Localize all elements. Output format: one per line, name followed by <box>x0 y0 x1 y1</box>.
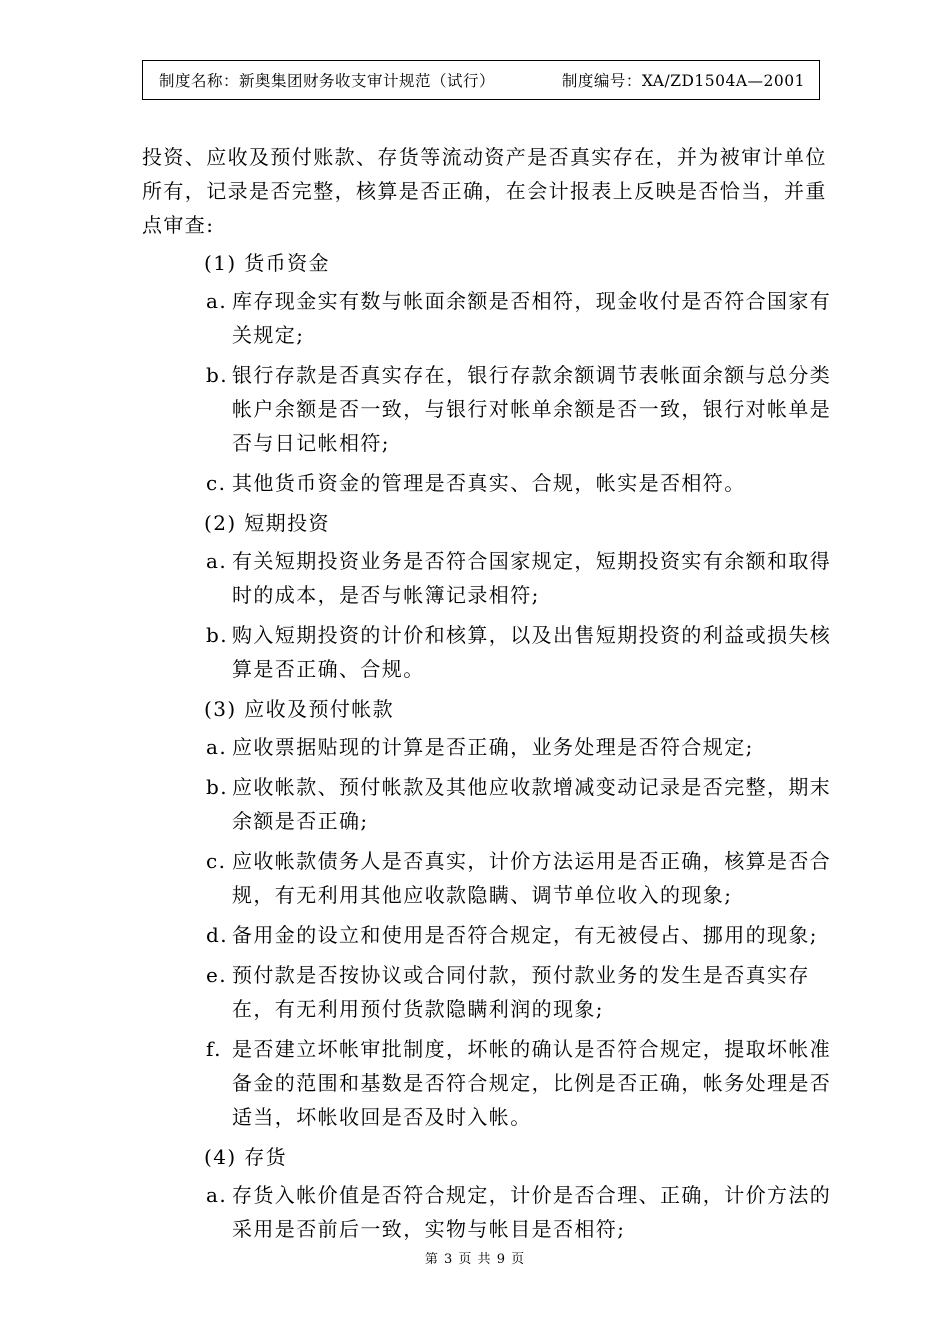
item-label: a. <box>206 1183 228 1207</box>
list-item <box>206 844 832 912</box>
list-item <box>206 1178 832 1246</box>
item-text: 备用金的设立和使用是否符合规定，有无被侵占、挪用的现象; <box>232 923 818 947</box>
document-header <box>142 60 820 100</box>
item-label: a. <box>206 289 228 313</box>
list-item <box>206 958 832 1026</box>
item-label: c. <box>206 849 227 873</box>
item-text: 其他货币资金的管理是否真实、合规，帐实是否相符。 <box>232 471 746 495</box>
item-text: 购入短期投资的计价和核算，以及出售短期投资的利益或损失核算是否正确、合规。 <box>232 623 832 681</box>
section-title-short-term-investment: (2) 短期投资 <box>204 511 330 535</box>
intro-paragraph: 投资、应收及预付账款、存货等流动资产是否真实存在，并为被审计单位所有，记录是否完整，核算是否正确，在会计报表上反映是否恰当，并重点审查: <box>142 145 827 237</box>
list-item <box>206 770 832 838</box>
list-item <box>206 918 832 952</box>
item-text: 是否建立坏帐审批制度，坏帐的确认是否符合规定，提取坏帐准备金的范围和基数是否符合规定，比例是否正确，帐务处理是否适当，坏帐收回是否及时入帐。 <box>232 1037 832 1129</box>
list-item <box>206 1032 832 1134</box>
document-body <box>142 140 832 1252</box>
item-label: a. <box>206 735 228 759</box>
section-title-cash: (1) 货币资金 <box>204 251 330 275</box>
item-text: 预付款是否按协议或合同付款，预付款业务的发生是否真实存在，有无利用预付货款隐瞒利润的现象; <box>232 963 810 1021</box>
section-title-receivables: (3) 应收及预付帐款 <box>204 697 395 721</box>
system-name: 制度名称：新奥集团财务收支审计规范（试行） <box>159 72 496 90</box>
list-item <box>206 730 832 764</box>
item-label: f. <box>206 1037 222 1061</box>
item-text: 应收票据贴现的计算是否正确，业务处理是否符合规定; <box>232 735 754 759</box>
system-number: 制度编号：XA/ZD1504A—2001 <box>561 72 805 90</box>
item-label: c. <box>206 471 227 495</box>
item-text: 有关短期投资业务是否符合国家规定，短期投资实有余额和取得时的成本，是否与帐簿记录相符; <box>232 549 832 607</box>
item-text: 存货入帐价值是否符合规定，计价是否合理、正确，计价方法的采用是否前后一致，实物与帐目是否相符; <box>232 1183 832 1241</box>
item-text: 应收帐款债务人是否真实，计价方法运用是否正确，核算是否合规，有无利用其他应收款隐瞒、调节单位收入的现象; <box>232 849 832 907</box>
list-item <box>206 618 832 686</box>
section-title-inventory: (4) 存货 <box>204 1145 288 1169</box>
item-text: 库存现金实有数与帐面余额是否相符，现金收付是否符合国家有关规定; <box>232 289 832 347</box>
page-number: 第 3 页 共 9 页 <box>424 1252 526 1267</box>
list-item <box>206 284 832 352</box>
item-text: 应收帐款、预付帐款及其他应收款增减变动记录是否完整，期末余额是否正确; <box>232 775 832 833</box>
item-label: a. <box>206 549 228 573</box>
item-label: b. <box>206 363 228 387</box>
list-item <box>206 544 832 612</box>
item-label: d. <box>206 923 228 947</box>
item-label: b. <box>206 623 228 647</box>
list-item <box>206 358 832 460</box>
item-label: e. <box>206 963 227 987</box>
item-label: b. <box>206 775 228 799</box>
item-text: 银行存款是否真实存在，银行存款余额调节表帐面余额与总分类帐户余额是否一致，与银行对帐单余额是否一致，银行对帐单是否与日记帐相符; <box>232 363 832 455</box>
list-item <box>206 466 832 500</box>
